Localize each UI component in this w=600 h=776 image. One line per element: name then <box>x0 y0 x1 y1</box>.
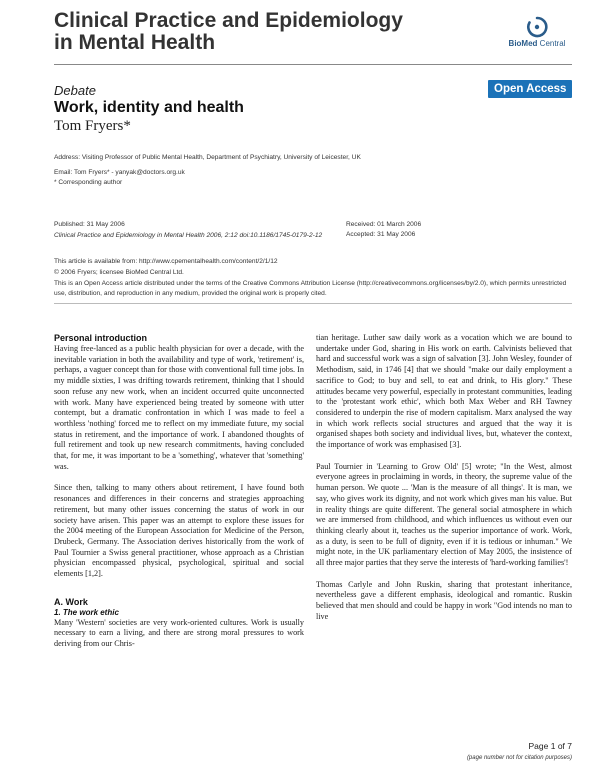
heading-work-ethic: 1. The work ethic <box>54 607 119 617</box>
open-access-badge: Open Access <box>488 80 572 98</box>
meta-divider <box>54 303 572 304</box>
heading-work: A. Work <box>54 596 88 607</box>
received-date: Received: 01 March 2006 <box>346 221 422 228</box>
biomed-logo-icon <box>526 16 548 38</box>
body-column-left <box>54 333 304 650</box>
journal-title <box>54 10 504 54</box>
license-notice: This is an Open Access article distributed under the terms of the Creative Commons Attribution License (http://creativecommons.org/licenses/by/2.0), which permits unrestricted use, distribution, and reproduction in any medium, provided the original work is properly cited. <box>54 280 567 297</box>
author-address: Address: Visiting Professor of Public Mental Health, Department of Psychiatry, University of Leicester, UK <box>54 154 361 161</box>
paragraph-2: Since then, talking to many others about retirement, I have found both resonances and differences in their concerns and strategies approaching retirement, but many other issues concerning the status of work in our society have arisen. This paper was an attempt to explore these issues for the 2004 meeting of the European Association for Medicine of the Person, Drubeck, Germany. The Association derives historically from the work of Paul Tournier a Swiss general practitioner, whose approach as a Christian physician encompassed physical, psychological, spiritual and social elements [1,2]. <box>54 483 304 579</box>
paragraph-gap <box>316 451 572 462</box>
paragraph-6: Thomas Carlyle and John Ruskin, sharing that protestant inheritance, nevertheless gave a different emphasis, ideological and romantic. Ruskin believed that men should and could be happy in work "God intends no man to live <box>316 579 572 621</box>
journal-title-line2: in Mental Health <box>54 31 216 54</box>
biomed-central-logo <box>502 16 572 48</box>
heading-personal-introduction: Personal introduction <box>54 333 148 343</box>
paragraph-5: Paul Tournier in 'Learning to Grow Old' [5] wrote; "In the West, almost everyone agrees in proclaiming in words, in theory, the supreme value of the human person. We quote ... 'Man is the measure of all things'. It is man, we say, who gives work its dignity, and not work which gives man his value. But in reality things are quite different. The general social atmosphere in which we are immersed from childhood, and which influences us without even our thinking clearly about it, teaches us the superior importance of work. Work, as a duty, is seen to be full of dignity, even if it is tedious or inhuman." We might note, in the UK parliamentary election of May 2005, the insistence of all three major parties that they serve the interests of 'hard-working families'! <box>316 461 572 568</box>
accepted-date: Accepted: 31 May 2006 <box>346 231 416 238</box>
journal-title-line1: Clinical Practice and Epidemiology <box>54 9 403 32</box>
page-number: Page 1 of 7 <box>528 741 572 751</box>
paragraph-gap <box>54 472 304 483</box>
section-gap <box>54 580 304 597</box>
author-email: Email: Tom Fryers* - yanyak@doctors.org.uk <box>54 169 185 176</box>
publisher-name <box>502 39 572 48</box>
copyright-notice: © 2006 Fryers; licensee BioMed Central Ltd. <box>54 269 184 276</box>
paragraph-gap <box>316 569 572 580</box>
page-number-note: (page number not for citation purposes) <box>466 755 572 761</box>
body-column-right <box>316 333 572 623</box>
paragraph-4: tian heritage. Luther saw daily work as a vocation which we are bound to undertake under God, sharing in His work on earth. Calvinists believed that hard and successful work was a sign of salvation [3]. John Wesley, founder of Methodism, said, in 1746 [4] that we should "make our daily employment a sacrifice to God; to buy and sell, to eat and drink, to His glory." These attitudes became very powerful, especially in protestant communities, leading to the 'protestant work ethic', which both Max Weber and RH Tawney considered to underpin the rise of modern capitalism. Marx analysed the way in which work reflects social structures and argued that the way it is organised shapes both society and individual lives, but, whatever the context, the importance of work was emphasised [3]. <box>316 333 572 450</box>
citation-line: Clinical Practice and Epidemiology in Mental Health 2006, 2:12 doi:10.1186/1745-0179-2-12 <box>54 232 323 239</box>
paragraph-1: Having free-lanced as a public health physician for over a decade, with the inevitable variation in both the availability and type of work, 'retirement' is, perhaps, a vaguer concept than for those with conventional full time jobs. In my middle sixties, I was drifting towards retirement, thinking that I should soon refuse any new work, when an incident occurred quite unconnected with work. Many have experienced being treated by someone with utter contempt, but a dramatic confrontation in which I was made to feel a worthless 'nothing' forced me to reflect on my immediate future, my social status in retirement, and the importance of work. I abandoned thoughts of full retirement and took up new research commitments, having concluded that, for me, it was important to be a 'something', whatever that 'something' was. <box>54 344 304 471</box>
article-author: Tom Fryers* <box>54 118 131 134</box>
published-date: Published: 31 May 2006 <box>54 221 125 228</box>
publisher-name-light: Central <box>537 39 566 48</box>
article-type: Debate <box>54 83 96 98</box>
article-title: Work, identity and health <box>54 99 244 116</box>
article-url: This article is available from: http://www.cpementalhealth.com/content/2/1/12 <box>54 258 278 265</box>
paragraph-3: Many 'Western' societies are very work-oriented cultures. Work is usually necessary to earn a living, and there are strong moral pressures to work deriving from our Chris- <box>54 617 304 649</box>
publisher-name-bold: BioMed <box>508 39 538 48</box>
corresponding-author-note: * Corresponding author <box>54 179 123 186</box>
header-divider <box>54 64 572 65</box>
